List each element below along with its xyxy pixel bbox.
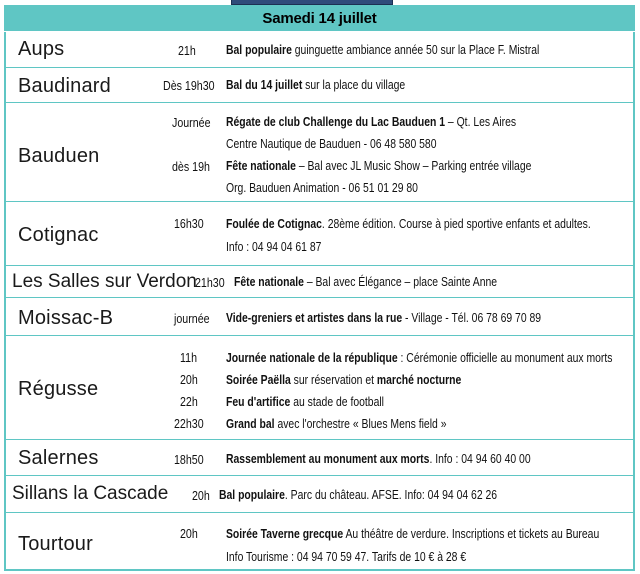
event-details: guinguette ambiance année 50 sur la Place F. Mistral	[291, 42, 540, 57]
event-title-secondary: marché nocturne	[376, 372, 462, 387]
table-row	[6, 32, 633, 68]
event-description	[226, 350, 612, 365]
event-title: Bal populaire	[219, 487, 285, 502]
event-details: Centre Nautique de Bauduen - 06 48 580 580	[226, 136, 437, 151]
town-name: Baudinard	[18, 75, 111, 97]
event-title: Fête nationale	[226, 158, 296, 173]
event-description	[226, 42, 539, 57]
event-details: – Bal avec JL Music Show – Parking entrée village	[295, 158, 532, 173]
event-details: : Cérémonie officielle au monument aux morts	[397, 350, 613, 365]
event-title: Régate de club Challenge du Lac Bauduen 1	[226, 114, 446, 129]
date-title: Samedi 14 juillet	[262, 9, 377, 27]
event-time: 21h	[178, 43, 196, 58]
town-name: Salernes	[18, 447, 99, 469]
date-header	[4, 5, 635, 31]
event-description	[226, 451, 531, 466]
event-title: Bal populaire	[226, 42, 292, 57]
town-name: Moissac-B	[18, 307, 114, 329]
event-details: – Qt. Les Aires	[445, 114, 517, 129]
event-details: au stade de football	[290, 394, 384, 409]
event-description	[226, 372, 461, 387]
event-time: journée	[174, 311, 210, 326]
event-time: 16h30	[174, 216, 204, 231]
event-title: Feu d'artifice	[226, 394, 291, 409]
town-name: Aups	[18, 38, 65, 60]
event-time: 18h50	[174, 452, 204, 467]
town-name: Bauduen	[18, 145, 100, 167]
event-description	[226, 216, 591, 231]
event-details: . Parc du château. AFSE. Info: 04 94 04 62 26	[284, 487, 498, 502]
event-title: Rassemblement au monument aux morts	[226, 451, 430, 466]
event-time: 11h	[180, 350, 198, 365]
table-row	[6, 336, 633, 440]
event-details: sur la place du village	[302, 77, 406, 92]
event-description	[226, 77, 405, 92]
event-title: Journée nationale de la république	[226, 350, 398, 365]
event-title: Soirée Taverne grecque	[226, 526, 344, 541]
event-details: sur réservation et	[290, 372, 377, 387]
table-row	[6, 440, 633, 476]
town-name: Tourtour	[18, 533, 93, 555]
event-title: Grand bal	[226, 416, 275, 431]
event-time: 21h30	[195, 275, 225, 290]
event-time: 22h30	[174, 416, 204, 431]
event-description	[234, 274, 497, 289]
table-row	[6, 476, 633, 513]
table-row	[6, 68, 633, 103]
event-time: 20h	[192, 488, 210, 503]
event-title: Bal du 14 juillet	[226, 77, 303, 92]
town-name: Cotignac	[18, 224, 99, 246]
event-details: Au théâtre de verdure. Inscriptions et tickets au Bureau	[343, 526, 600, 541]
table-row	[6, 298, 633, 336]
event-description	[226, 310, 541, 325]
event-details: – Bal avec Élégance – place Sainte Anne	[303, 274, 498, 289]
event-details: . Info : 04 94 60 40 00	[429, 451, 531, 466]
event-time: Dès 19h30	[163, 78, 215, 93]
town-name: Régusse	[18, 378, 99, 400]
event-details: - Village - Tél. 06 78 69 70 89	[402, 310, 542, 325]
event-title: Soirée Paëlla	[226, 372, 291, 387]
table-row	[6, 202, 633, 266]
event-description	[226, 416, 446, 431]
events-table	[4, 32, 635, 571]
table-row	[6, 103, 633, 202]
event-time: 20h	[180, 372, 198, 387]
event-time: 20h	[180, 526, 198, 541]
event-time: dès 19h	[172, 159, 210, 174]
table-row	[6, 513, 633, 571]
event-description	[226, 526, 599, 541]
event-details: Info : 04 94 04 61 87	[226, 239, 322, 254]
event-details: . 28ème édition. Course à pied sportive enfants et adultes.	[321, 216, 591, 231]
event-details: avec l'orchestre « Blues Mens field »	[274, 416, 447, 431]
event-time: Journée	[172, 115, 211, 130]
event-description	[226, 394, 384, 409]
table-row	[6, 266, 633, 298]
event-time: 22h	[180, 394, 198, 409]
event-description	[226, 158, 531, 173]
event-details: Info Tourisme : 04 94 70 59 47. Tarifs de 10 € à 28 €	[226, 549, 467, 564]
event-details: Org. Bauduen Animation - 06 51 01 29 80	[226, 180, 418, 195]
event-description	[219, 487, 497, 502]
town-name: Sillans la Cascade	[12, 483, 169, 504]
event-title: Fête nationale	[234, 274, 304, 289]
event-title: Vide-greniers et artistes dans la rue	[226, 310, 403, 325]
event-description	[226, 114, 516, 129]
event-title: Foulée de Cotignac	[226, 216, 322, 231]
town-name: Les Salles sur Verdon	[12, 271, 197, 292]
